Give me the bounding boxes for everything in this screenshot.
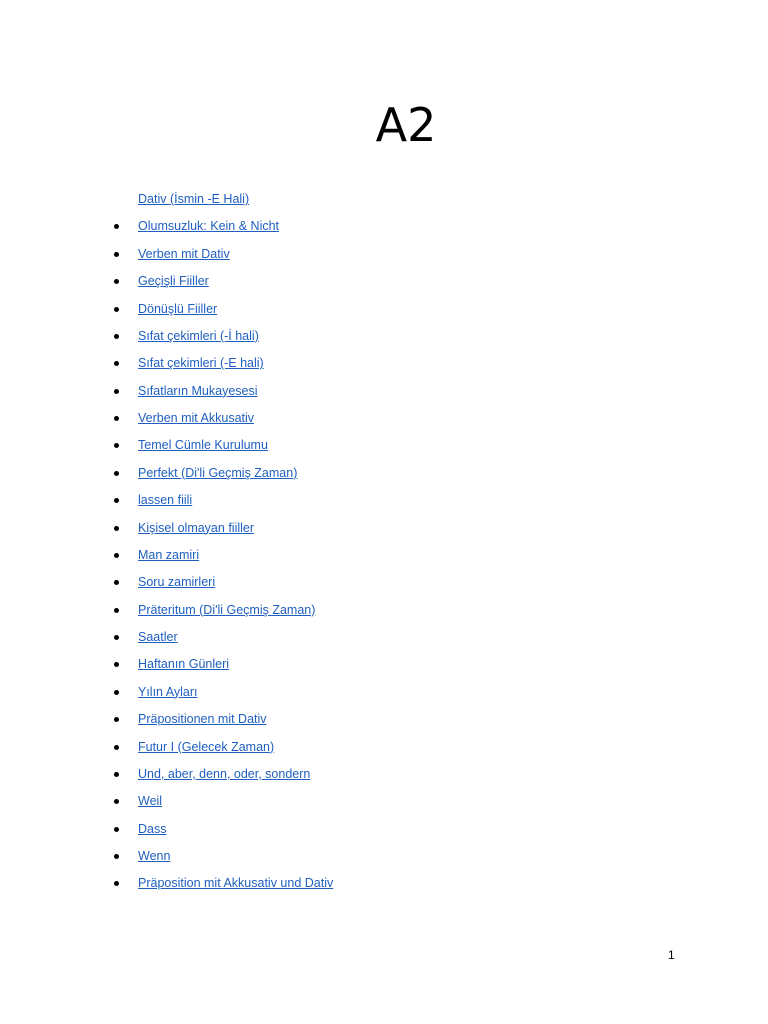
bullet-icon <box>114 745 119 750</box>
list-item <box>0 842 333 869</box>
list-item <box>0 514 333 541</box>
toc-link[interactable]: Saatler <box>138 630 178 644</box>
list-item <box>0 212 333 239</box>
toc-link[interactable]: Präposition mit Akkusativ und Dativ <box>138 876 334 891</box>
toc-link[interactable]: Sıfat çekimleri (-İ hali) <box>138 328 259 343</box>
toc-link[interactable]: Geçişli Fiiller <box>138 274 209 289</box>
list-item <box>0 295 333 322</box>
bullet-icon <box>114 608 119 613</box>
toc-link[interactable]: Verben mit Akkusativ <box>138 411 255 425</box>
bullet-icon <box>114 471 119 476</box>
list-item <box>0 404 333 431</box>
toc-link[interactable]: Dativ (İsmin -E Hali) <box>138 192 250 206</box>
list-item <box>0 760 333 787</box>
bullet-icon <box>114 224 119 229</box>
bullet-icon <box>114 361 119 366</box>
toc-link[interactable]: Olumsuzluk: Kein & Nicht <box>138 219 280 234</box>
toc-link[interactable]: Perfekt (Di'li Geçmiş Zaman) <box>138 465 298 480</box>
bullet-icon <box>114 553 119 558</box>
list-item <box>0 623 333 650</box>
bullet-icon <box>114 717 119 722</box>
list-item <box>0 678 333 705</box>
bullet-icon <box>114 307 119 312</box>
list-item <box>0 869 333 896</box>
list-item <box>0 650 333 677</box>
toc-link[interactable]: Dönüşlü Fiiller <box>138 301 218 316</box>
list-item <box>0 733 333 760</box>
bullet-icon <box>114 881 119 886</box>
bullet-icon <box>114 827 119 832</box>
bullet-icon <box>114 498 119 503</box>
toc-link[interactable]: Man zamiri <box>138 547 200 562</box>
list-item <box>0 459 333 486</box>
list-item <box>0 486 333 513</box>
toc-link[interactable]: Dass <box>138 821 167 836</box>
list-item <box>0 322 333 349</box>
toc-list <box>0 185 333 897</box>
toc-link[interactable]: Präpositionen mit Dativ <box>138 712 267 727</box>
toc-link[interactable]: lassen fiili <box>138 493 193 508</box>
page-number: 1 <box>668 948 675 962</box>
toc-link[interactable]: Yılın Ayları <box>138 684 198 699</box>
bullet-icon <box>114 635 119 640</box>
toc-link[interactable]: Verben mit Dativ <box>138 246 230 261</box>
toc-link[interactable]: Futur I (Gelecek Zaman) <box>138 739 275 754</box>
bullet-icon <box>114 389 119 394</box>
list-item <box>0 240 333 267</box>
bullet-icon <box>114 662 119 667</box>
list-item <box>0 377 333 404</box>
bullet-icon <box>114 334 119 339</box>
toc-link[interactable]: Präteritum (Di'li Geçmiş Zaman) <box>138 602 316 617</box>
toc-link[interactable]: Wenn <box>138 849 171 863</box>
toc-link[interactable]: Kişisel olmayan fiiller <box>138 520 255 535</box>
toc-link[interactable]: Sıfat çekimleri (-E hali) <box>138 356 264 371</box>
list-item <box>0 596 333 623</box>
bullet-icon <box>114 580 119 585</box>
toc-link[interactable]: Temel Cümle Kurulumu <box>138 438 268 453</box>
list-item <box>0 815 333 842</box>
page-title: A2 <box>375 98 437 152</box>
list-item <box>0 541 333 568</box>
bullet-icon <box>114 526 119 531</box>
toc-link[interactable]: Weil <box>138 794 163 809</box>
list-item <box>0 267 333 294</box>
bullet-icon <box>114 416 119 421</box>
toc-link[interactable]: Sıfatların Mukayesesi <box>138 383 258 398</box>
list-item <box>0 431 333 458</box>
list-item <box>0 185 333 212</box>
bullet-icon <box>114 443 119 448</box>
bullet-icon <box>114 772 119 777</box>
bullet-icon <box>114 854 119 859</box>
bullet-icon <box>114 690 119 695</box>
toc-link[interactable]: Soru zamirleri <box>138 575 216 590</box>
bullet-icon <box>114 252 119 257</box>
list-item <box>0 568 333 595</box>
list-item <box>0 705 333 732</box>
list-item <box>0 349 333 376</box>
bullet-icon <box>114 279 119 284</box>
list-item <box>0 787 333 814</box>
bullet-icon <box>114 799 119 804</box>
toc-link[interactable]: Und, aber, denn, oder, sondern <box>138 766 311 781</box>
toc-link[interactable]: Haftanın Günleri <box>138 657 230 672</box>
